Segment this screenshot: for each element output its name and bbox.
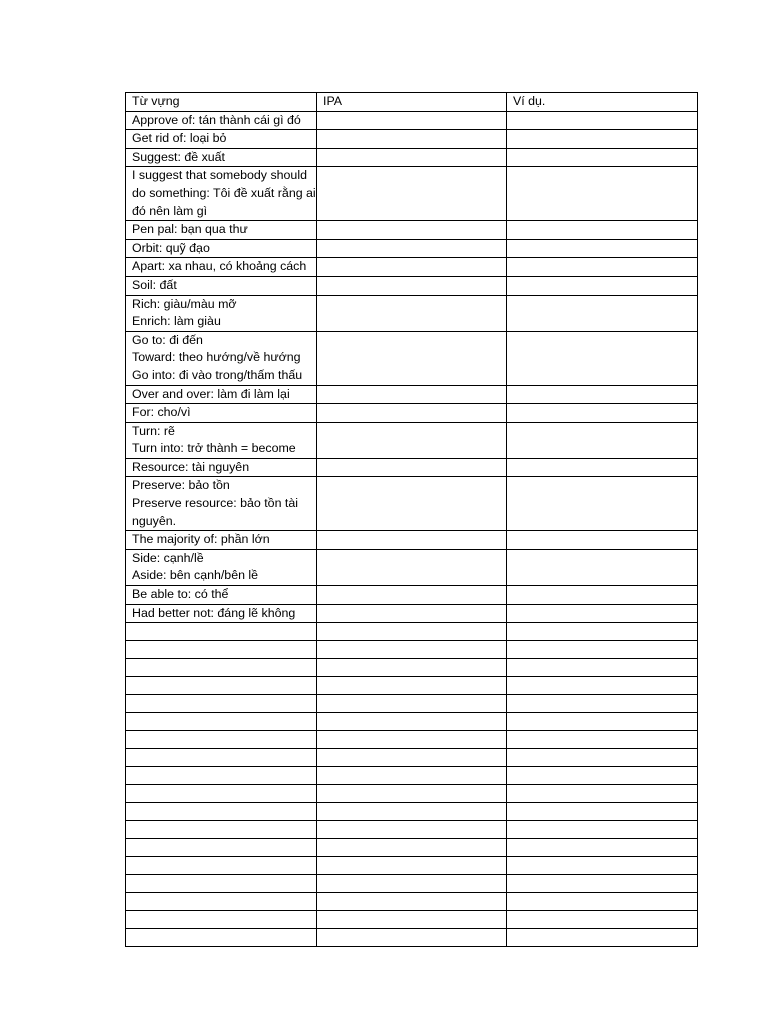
cell-vocabulary: Resource: tài nguyên <box>126 458 317 477</box>
table-row <box>126 604 698 623</box>
cell-ipa <box>317 677 507 695</box>
cell-vocabulary <box>126 875 317 893</box>
cell-vocabulary: Preserve: bảo tồn Preserve resource: bảo tồn tài nguyên. <box>126 477 317 531</box>
table-row <box>126 477 698 531</box>
cell-ipa <box>317 803 507 821</box>
cell-vocabulary: Over and over: làm đi làm lại <box>126 385 317 404</box>
cell-example <box>507 331 698 385</box>
cell-example <box>507 221 698 240</box>
cell-ipa <box>317 167 507 221</box>
cell-vocabulary: Turn: rẽ Turn into: trở thành = become <box>126 422 317 458</box>
table-row <box>126 695 698 713</box>
cell-example <box>507 713 698 731</box>
cell-example <box>507 767 698 785</box>
cell-vocabulary <box>126 641 317 659</box>
table-row <box>126 130 698 149</box>
table-row <box>126 875 698 893</box>
table-row <box>126 731 698 749</box>
cell-vocabulary <box>126 677 317 695</box>
cell-ipa <box>317 785 507 803</box>
cell-ipa <box>317 695 507 713</box>
cell-vocabulary: Had better not: đáng lẽ không <box>126 604 317 623</box>
cell-vocabulary: Go to: đi đến Toward: theo hướng/về hướng Go into: đi vào trong/thấm thấu <box>126 331 317 385</box>
cell-example <box>507 477 698 531</box>
cell-ipa <box>317 641 507 659</box>
cell-example <box>507 641 698 659</box>
cell-ipa <box>317 586 507 605</box>
cell-ipa <box>317 531 507 550</box>
cell-example <box>507 604 698 623</box>
cell-example <box>507 785 698 803</box>
cell-example <box>507 276 698 295</box>
cell-example <box>507 404 698 423</box>
cell-vocabulary <box>126 623 317 641</box>
table-row <box>126 239 698 258</box>
table-row <box>126 893 698 911</box>
table-row <box>126 295 698 331</box>
cell-ipa <box>317 623 507 641</box>
cell-ipa <box>317 875 507 893</box>
cell-vocabulary <box>126 839 317 857</box>
cell-vocabulary <box>126 911 317 929</box>
cell-ipa <box>317 404 507 423</box>
table-row <box>126 785 698 803</box>
cell-ipa <box>317 258 507 277</box>
cell-vocabulary <box>126 695 317 713</box>
cell-ipa <box>317 857 507 875</box>
table-row <box>126 167 698 221</box>
cell-example <box>507 422 698 458</box>
cell-ipa <box>317 713 507 731</box>
cell-ipa <box>317 604 507 623</box>
cell-ipa <box>317 839 507 857</box>
cell-ipa <box>317 477 507 531</box>
vocabulary-table <box>125 92 698 947</box>
cell-vocabulary: Approve of: tán thành cái gì đó <box>126 111 317 130</box>
table-row <box>126 531 698 550</box>
cell-ipa <box>317 331 507 385</box>
header-ipa: IPA <box>317 93 507 112</box>
cell-vocabulary: For: cho/vì <box>126 404 317 423</box>
cell-ipa <box>317 239 507 258</box>
cell-vocabulary: Pen pal: bạn qua thư <box>126 221 317 240</box>
table-row <box>126 111 698 130</box>
table-row <box>126 331 698 385</box>
cell-ipa <box>317 130 507 149</box>
cell-ipa <box>317 731 507 749</box>
cell-example <box>507 549 698 585</box>
cell-vocabulary: Apart: xa nhau, có khoảng cách <box>126 258 317 277</box>
table-row <box>126 549 698 585</box>
cell-ipa <box>317 221 507 240</box>
cell-ipa <box>317 549 507 585</box>
cell-vocabulary <box>126 929 317 947</box>
cell-vocabulary: I suggest that somebody should do something: Tôi đề xuất rằng ai đó nên làm gì <box>126 167 317 221</box>
cell-example <box>507 586 698 605</box>
cell-example <box>507 929 698 947</box>
header-example: Ví dụ. <box>507 93 698 112</box>
cell-ipa <box>317 767 507 785</box>
cell-example <box>507 677 698 695</box>
cell-example <box>507 295 698 331</box>
cell-example <box>507 857 698 875</box>
table-row <box>126 458 698 477</box>
cell-vocabulary <box>126 659 317 677</box>
table-header-row <box>126 93 698 112</box>
cell-example <box>507 167 698 221</box>
table-row <box>126 641 698 659</box>
cell-example <box>507 531 698 550</box>
cell-ipa <box>317 295 507 331</box>
cell-example <box>507 130 698 149</box>
cell-ipa <box>317 148 507 167</box>
cell-example <box>507 111 698 130</box>
table-row <box>126 586 698 605</box>
cell-example <box>507 821 698 839</box>
cell-ipa <box>317 893 507 911</box>
cell-ipa <box>317 458 507 477</box>
cell-ipa <box>317 276 507 295</box>
cell-vocabulary <box>126 821 317 839</box>
cell-vocabulary: Suggest: đề xuất <box>126 148 317 167</box>
cell-ipa <box>317 929 507 947</box>
table-row <box>126 148 698 167</box>
cell-ipa <box>317 821 507 839</box>
cell-vocabulary <box>126 785 317 803</box>
header-vocabulary: Từ vựng <box>126 93 317 112</box>
cell-example <box>507 803 698 821</box>
cell-example <box>507 839 698 857</box>
cell-example <box>507 239 698 258</box>
cell-vocabulary <box>126 803 317 821</box>
table-row <box>126 749 698 767</box>
cell-vocabulary <box>126 893 317 911</box>
cell-vocabulary <box>126 731 317 749</box>
cell-vocabulary <box>126 749 317 767</box>
cell-example <box>507 258 698 277</box>
cell-example <box>507 148 698 167</box>
cell-example <box>507 458 698 477</box>
cell-vocabulary: Be able to: có thể <box>126 586 317 605</box>
cell-example <box>507 623 698 641</box>
table-row <box>126 821 698 839</box>
table-row <box>126 276 698 295</box>
cell-example <box>507 893 698 911</box>
cell-ipa <box>317 111 507 130</box>
table-body <box>126 111 698 947</box>
table-row <box>126 767 698 785</box>
table-row <box>126 385 698 404</box>
cell-vocabulary: Soil: đất <box>126 276 317 295</box>
cell-example <box>507 911 698 929</box>
cell-vocabulary <box>126 767 317 785</box>
table-row <box>126 857 698 875</box>
cell-vocabulary: Side: cạnh/lề Aside: bên cạnh/bên lề <box>126 549 317 585</box>
cell-ipa <box>317 422 507 458</box>
cell-ipa <box>317 911 507 929</box>
table-row <box>126 677 698 695</box>
cell-ipa <box>317 659 507 677</box>
cell-vocabulary <box>126 713 317 731</box>
cell-example <box>507 695 698 713</box>
table-row <box>126 839 698 857</box>
cell-example <box>507 659 698 677</box>
cell-vocabulary: Get rid of: loại bỏ <box>126 130 317 149</box>
cell-vocabulary <box>126 857 317 875</box>
cell-vocabulary: Orbit: quỹ đạo <box>126 239 317 258</box>
cell-example <box>507 385 698 404</box>
table-row <box>126 623 698 641</box>
cell-example <box>507 731 698 749</box>
table-row <box>126 803 698 821</box>
cell-vocabulary: Rich: giàu/màu mỡ Enrich: làm giàu <box>126 295 317 331</box>
table-row <box>126 659 698 677</box>
table-row <box>126 404 698 423</box>
table-row <box>126 911 698 929</box>
cell-ipa <box>317 749 507 767</box>
table-row <box>126 929 698 947</box>
cell-ipa <box>317 385 507 404</box>
table-row <box>126 221 698 240</box>
cell-vocabulary: The majority of: phần lớn <box>126 531 317 550</box>
table-row <box>126 258 698 277</box>
table-row <box>126 422 698 458</box>
cell-example <box>507 875 698 893</box>
cell-example <box>507 749 698 767</box>
table-row <box>126 713 698 731</box>
